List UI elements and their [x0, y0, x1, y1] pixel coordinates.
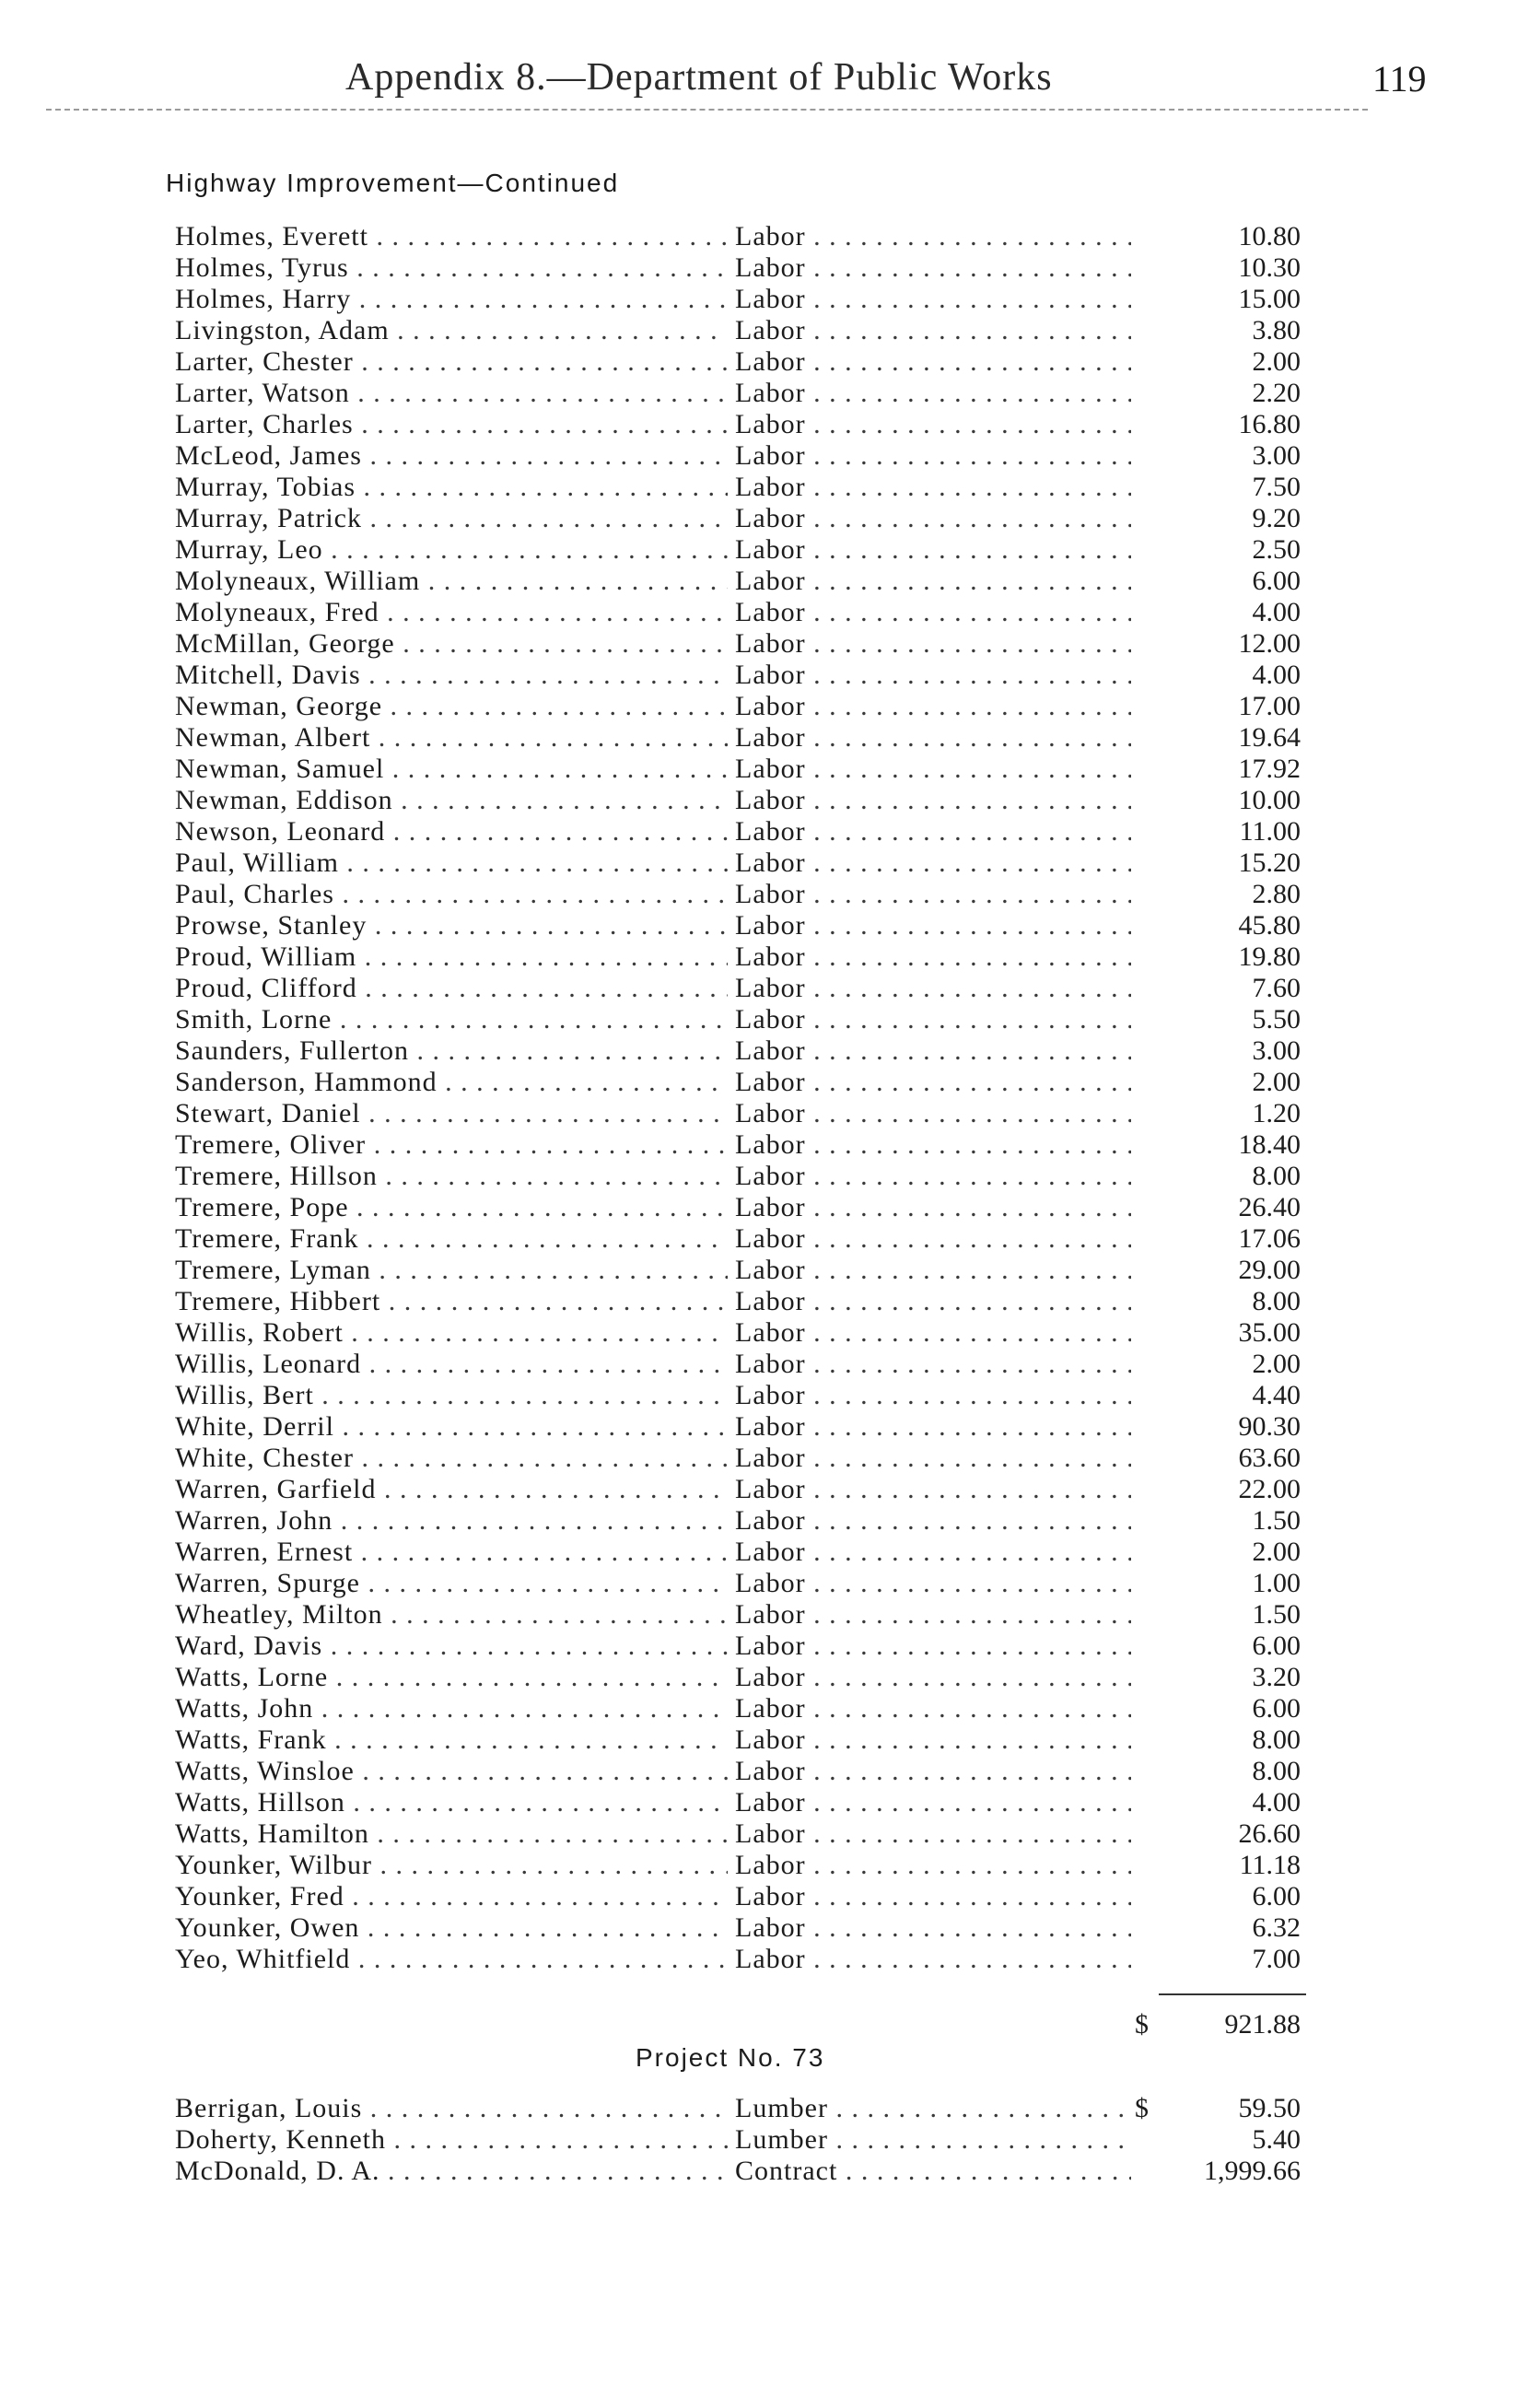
- total-currency: $: [1135, 2009, 1149, 2040]
- payee-name: Saunders, Fullerton . . .: [175, 1035, 728, 1067]
- ledger-row: [0, 1411, 1529, 1443]
- payee-name: Younker, Owen . . .: [175, 1912, 728, 1944]
- ledger-row: [0, 378, 1529, 409]
- amount: 2.20: [1252, 378, 1301, 408]
- item-description: Labor . . .: [735, 597, 1131, 628]
- item-description: Labor . . .: [735, 722, 1131, 754]
- amount: 3.00: [1252, 440, 1301, 471]
- ledger-row: [0, 1286, 1529, 1317]
- ledger-row: [0, 1067, 1529, 1098]
- amount: 11.18: [1239, 1850, 1301, 1880]
- item-description: Labor . . .: [735, 1881, 1131, 1912]
- payee-name: Younker, Wilbur . . .: [175, 1850, 728, 1881]
- amount: 17.06: [1238, 1223, 1301, 1254]
- page-header: [0, 48, 1529, 112]
- amount: 9.20: [1252, 503, 1301, 533]
- amount: 19.64: [1238, 722, 1301, 753]
- amount: 35.00: [1238, 1317, 1301, 1348]
- amount: 6.00: [1252, 566, 1301, 596]
- payee-name: Proud, Clifford . . .: [175, 973, 728, 1004]
- amount: 90.30: [1238, 1411, 1301, 1442]
- payee-name: Tremere, Oliver . . .: [175, 1129, 728, 1161]
- amount: 17.00: [1238, 691, 1301, 721]
- payee-name: Newman, Albert . . .: [175, 722, 728, 754]
- payee-name: Proud, William . . .: [175, 941, 728, 973]
- item-description: Labor . . .: [735, 660, 1131, 691]
- amount: 6.00: [1252, 1881, 1301, 1911]
- amount: 45.80: [1238, 910, 1301, 941]
- amount: 15.00: [1238, 284, 1301, 314]
- item-description: Labor . . .: [735, 1693, 1131, 1724]
- header-rule: [46, 109, 1368, 111]
- payee-name: Newman, George . . .: [175, 691, 728, 722]
- payee-name: Tremere, Frank . . .: [175, 1223, 728, 1255]
- ledger-row: [0, 1693, 1529, 1724]
- payee-name: Younker, Fred . . .: [175, 1881, 728, 1912]
- payee-name: Warren, Spurge . . .: [175, 1568, 728, 1599]
- payee-name: White, Chester . . .: [175, 1443, 728, 1474]
- payee-name: Willis, Bert . . .: [175, 1380, 728, 1411]
- payee-name: Livingston, Adam . . .: [175, 315, 728, 346]
- payee-name: Wheatley, Milton . . .: [175, 1599, 728, 1631]
- amount: 10.00: [1238, 785, 1301, 815]
- amount: 18.40: [1238, 1129, 1301, 1160]
- item-description: Labor . . .: [735, 910, 1131, 941]
- amount: 16.80: [1238, 409, 1301, 439]
- payee-name: Holmes, Harry . . .: [175, 284, 728, 315]
- item-description: Labor . . .: [735, 1537, 1131, 1568]
- ledger-row: [0, 1192, 1529, 1223]
- amount: 6.32: [1252, 1912, 1301, 1943]
- ledger-row: [0, 1098, 1529, 1129]
- amount: 7.00: [1252, 1944, 1301, 1974]
- item-description: Labor . . .: [735, 1568, 1131, 1599]
- amount: 2.80: [1252, 879, 1301, 909]
- item-description: Labor . . .: [735, 785, 1131, 816]
- payee-name: Molyneaux, William . . .: [175, 566, 728, 597]
- ledger-row: [0, 1035, 1529, 1067]
- item-description: Labor . . .: [735, 1380, 1131, 1411]
- ledger-row: [0, 1255, 1529, 1286]
- ledger-row: [0, 1443, 1529, 1474]
- payee-name: Watts, Hillson . . .: [175, 1787, 728, 1818]
- payee-name: Doherty, Kenneth . . .: [175, 2124, 728, 2156]
- amount: 15.20: [1238, 847, 1301, 878]
- amount: 2.00: [1252, 1537, 1301, 1567]
- payee-name: Watts, Winsloe . . .: [175, 1756, 728, 1787]
- item-description: Labor . . .: [735, 378, 1131, 409]
- ledger-row: [0, 1818, 1529, 1850]
- item-description: Contract . . .: [735, 2156, 1131, 2187]
- item-description: Labor . . .: [735, 754, 1131, 785]
- ledger-row: [0, 1631, 1529, 1662]
- amount: 2.00: [1252, 1067, 1301, 1097]
- ledger-row: [0, 409, 1529, 440]
- item-description: Labor . . .: [735, 973, 1131, 1004]
- payee-name: Mitchell, Davis . . .: [175, 660, 728, 691]
- payee-name: McLeod, James . . .: [175, 440, 728, 472]
- page-title: Appendix 8.—Department of Public Works: [345, 56, 1053, 99]
- ledger-row: [0, 1662, 1529, 1693]
- item-description: Labor . . .: [735, 1004, 1131, 1035]
- total-rule: [1159, 1993, 1306, 1995]
- ledger-row: [0, 472, 1529, 503]
- amount: 2.00: [1252, 1349, 1301, 1379]
- item-description: Labor . . .: [735, 440, 1131, 472]
- ledger-row: [0, 440, 1529, 472]
- amount: 59.50: [1238, 2093, 1301, 2123]
- item-description: Labor . . .: [735, 1067, 1131, 1098]
- item-description: Labor . . .: [735, 1631, 1131, 1662]
- item-description: Labor . . .: [735, 1443, 1131, 1474]
- amount: 1,999.66: [1204, 2156, 1301, 2186]
- ledger-row: [0, 660, 1529, 691]
- amount: 19.80: [1238, 941, 1301, 972]
- item-description: Labor . . .: [735, 1787, 1131, 1818]
- item-description: Labor . . .: [735, 1944, 1131, 1975]
- payee-name: Watts, Frank . . .: [175, 1724, 728, 1756]
- amount: 4.00: [1252, 597, 1301, 627]
- amount: 3.20: [1252, 1662, 1301, 1692]
- amount: 10.80: [1238, 221, 1301, 251]
- amount: 8.00: [1252, 1286, 1301, 1316]
- amount: 26.40: [1238, 1192, 1301, 1222]
- total-amount: 921.88: [1224, 2009, 1301, 2040]
- payee-name: Yeo, Whitfield . . .: [175, 1944, 728, 1975]
- ledger-row: [0, 1349, 1529, 1380]
- ledger-row: [0, 1568, 1529, 1599]
- ledger-row: [0, 1317, 1529, 1349]
- amount: 4.00: [1252, 1787, 1301, 1818]
- payee-name: Warren, Ernest . . .: [175, 1537, 728, 1568]
- ledger-row: [0, 1537, 1529, 1568]
- item-description: Labor . . .: [735, 1192, 1131, 1223]
- item-description: Labor . . .: [735, 252, 1131, 284]
- payee-name: Newman, Samuel . . .: [175, 754, 728, 785]
- amount: 8.00: [1252, 1756, 1301, 1786]
- payee-name: White, Derril . . .: [175, 1411, 728, 1443]
- amount: 4.00: [1252, 660, 1301, 690]
- ledger-row: [0, 691, 1529, 722]
- ledger-row: [0, 754, 1529, 785]
- ledger-row: [0, 1474, 1529, 1505]
- project-heading: Project No. 73: [636, 2043, 825, 2072]
- item-description: Labor . . .: [735, 1223, 1131, 1255]
- ledger-row: [0, 941, 1529, 973]
- item-description: Labor . . .: [735, 534, 1131, 566]
- ledger-row: [0, 1223, 1529, 1255]
- amount: 17.92: [1238, 754, 1301, 784]
- ledger-row: [0, 252, 1529, 284]
- item-description: Labor . . .: [735, 1756, 1131, 1787]
- payee-name: Tremere, Lyman . . .: [175, 1255, 728, 1286]
- payee-name: Molyneaux, Fred . . .: [175, 597, 728, 628]
- payee-name: McMillan, George . . .: [175, 628, 728, 660]
- amount: 26.60: [1238, 1818, 1301, 1849]
- amount: 10.30: [1238, 252, 1301, 283]
- ledger-row: [0, 503, 1529, 534]
- amount: 3.80: [1252, 315, 1301, 345]
- amount: 29.00: [1238, 1255, 1301, 1285]
- item-description: Labor . . .: [735, 1255, 1131, 1286]
- payee-name: Stewart, Daniel . . .: [175, 1098, 728, 1129]
- ledger-row: [0, 1912, 1529, 1944]
- item-description: Lumber . . .: [735, 2124, 1131, 2156]
- ledger-row: [0, 2093, 1529, 2124]
- item-description: Labor . . .: [735, 1035, 1131, 1067]
- item-description: Labor . . .: [735, 691, 1131, 722]
- ledger-row: [0, 628, 1529, 660]
- item-description: Labor . . .: [735, 221, 1131, 252]
- item-description: Labor . . .: [735, 409, 1131, 440]
- item-description: Labor . . .: [735, 1411, 1131, 1443]
- page-number: 119: [1372, 58, 1427, 99]
- item-description: Labor . . .: [735, 628, 1131, 660]
- item-description: Labor . . .: [735, 315, 1131, 346]
- payee-name: Larter, Charles . . .: [175, 409, 728, 440]
- amount: 8.00: [1252, 1161, 1301, 1191]
- ledger-row: [0, 847, 1529, 879]
- amount: 7.50: [1252, 472, 1301, 502]
- amount: 3.00: [1252, 1035, 1301, 1066]
- payee-name: Murray, Patrick . . .: [175, 503, 728, 534]
- currency-symbol: $: [1135, 2093, 1149, 2123]
- amount: 4.40: [1252, 1380, 1301, 1410]
- payee-name: Prowse, Stanley . . .: [175, 910, 728, 941]
- payee-name: Murray, Tobias . . .: [175, 472, 728, 503]
- ledger-row: [0, 566, 1529, 597]
- payee-name: Larter, Chester . . .: [175, 346, 728, 378]
- amount: 63.60: [1238, 1443, 1301, 1473]
- item-description: Labor . . .: [735, 1349, 1131, 1380]
- amount: 7.60: [1252, 973, 1301, 1003]
- section-heading: Highway Improvement—Continued: [166, 169, 620, 197]
- ledger-row: [0, 2156, 1529, 2187]
- ledger-row: [0, 910, 1529, 941]
- ledger-row: [0, 1161, 1529, 1192]
- item-description: Labor . . .: [735, 472, 1131, 503]
- item-description: Labor . . .: [735, 1818, 1131, 1850]
- ledger-row: [0, 879, 1529, 910]
- ledger-row: [0, 1850, 1529, 1881]
- payee-name: Willis, Leonard . . .: [175, 1349, 728, 1380]
- amount: 1.50: [1252, 1599, 1301, 1630]
- ledger-row: [0, 1881, 1529, 1912]
- item-description: Labor . . .: [735, 1505, 1131, 1537]
- ledger-row: [0, 785, 1529, 816]
- item-description: Labor . . .: [735, 1161, 1131, 1192]
- item-description: Labor . . .: [735, 941, 1131, 973]
- amount: 11.00: [1239, 816, 1301, 847]
- item-description: Labor . . .: [735, 1129, 1131, 1161]
- amount: 6.00: [1252, 1693, 1301, 1724]
- payee-name: Smith, Lorne . . .: [175, 1004, 728, 1035]
- ledger-row: [0, 315, 1529, 346]
- payee-name: Newman, Eddison . . .: [175, 785, 728, 816]
- item-description: Lumber . . .: [735, 2093, 1131, 2124]
- ledger-row: [0, 1599, 1529, 1631]
- ledger-row: [0, 1129, 1529, 1161]
- ledger-row: [0, 973, 1529, 1004]
- ledger-row: [0, 1787, 1529, 1818]
- ledger-row: [0, 722, 1529, 754]
- payee-name: Willis, Robert . . .: [175, 1317, 728, 1349]
- payee-name: Watts, Lorne . . .: [175, 1662, 728, 1693]
- ledger-row: [0, 1724, 1529, 1756]
- amount: 22.00: [1238, 1474, 1301, 1504]
- item-description: Labor . . .: [735, 346, 1131, 378]
- payee-name: Paul, Charles . . .: [175, 879, 728, 910]
- ledger-row: [0, 1944, 1529, 1975]
- ledger-row: [0, 816, 1529, 847]
- payee-name: Larter, Watson . . .: [175, 378, 728, 409]
- payee-name: Warren, Garfield . . .: [175, 1474, 728, 1505]
- item-description: Labor . . .: [735, 1098, 1131, 1129]
- amount: 6.00: [1252, 1631, 1301, 1661]
- payee-name: Sanderson, Hammond . . .: [175, 1067, 728, 1098]
- payee-name: Newson, Leonard . . .: [175, 816, 728, 847]
- payee-name: Paul, William . . .: [175, 847, 728, 879]
- item-description: Labor . . .: [735, 1662, 1131, 1693]
- total-line: [0, 2008, 1529, 2041]
- item-description: Labor . . .: [735, 503, 1131, 534]
- payee-name: Holmes, Everett . . .: [175, 221, 728, 252]
- ledger-row: [0, 284, 1529, 315]
- item-description: Labor . . .: [735, 284, 1131, 315]
- payee-name: Tremere, Pope . . .: [175, 1192, 728, 1223]
- payee-name: Warren, John . . .: [175, 1505, 728, 1537]
- amount: 2.50: [1252, 534, 1301, 565]
- item-description: Labor . . .: [735, 1474, 1131, 1505]
- ledger-row: [0, 2124, 1529, 2156]
- item-description: Labor . . .: [735, 816, 1131, 847]
- ledger-row: [0, 1004, 1529, 1035]
- payee-name: Murray, Leo . . .: [175, 534, 728, 566]
- ledger-row: [0, 1756, 1529, 1787]
- ledger-row: [0, 221, 1529, 252]
- ledger-row: [0, 534, 1529, 566]
- ledger-row: [0, 1505, 1529, 1537]
- item-description: Labor . . .: [735, 1286, 1131, 1317]
- item-description: Labor . . .: [735, 1912, 1131, 1944]
- item-description: Labor . . .: [735, 566, 1131, 597]
- item-description: Labor . . .: [735, 1317, 1131, 1349]
- amount: 1.20: [1252, 1098, 1301, 1128]
- ledger-row: [0, 346, 1529, 378]
- amount: 1.50: [1252, 1505, 1301, 1536]
- amount: 12.00: [1238, 628, 1301, 659]
- ledger-row: [0, 1380, 1529, 1411]
- item-description: Labor . . .: [735, 879, 1131, 910]
- payee-name: McDonald, D. A. . . .: [175, 2156, 728, 2187]
- payee-name: Watts, John . . .: [175, 1693, 728, 1724]
- payee-name: Tremere, Hibbert . . .: [175, 1286, 728, 1317]
- payee-name: Berrigan, Louis . . .: [175, 2093, 728, 2124]
- payee-name: Ward, Davis . . .: [175, 1631, 728, 1662]
- amount: 2.00: [1252, 346, 1301, 377]
- ledger-row: [0, 597, 1529, 628]
- amount: 8.00: [1252, 1724, 1301, 1755]
- item-description: Labor . . .: [735, 847, 1131, 879]
- item-description: Labor . . .: [735, 1599, 1131, 1631]
- amount: 5.50: [1252, 1004, 1301, 1035]
- payee-name: Watts, Hamilton . . .: [175, 1818, 728, 1850]
- amount: 1.00: [1252, 1568, 1301, 1598]
- payee-name: Tremere, Hillson . . .: [175, 1161, 728, 1192]
- item-description: Labor . . .: [735, 1850, 1131, 1881]
- item-description: Labor . . .: [735, 1724, 1131, 1756]
- payee-name: Holmes, Tyrus . . .: [175, 252, 728, 284]
- amount: 5.40: [1252, 2124, 1301, 2155]
